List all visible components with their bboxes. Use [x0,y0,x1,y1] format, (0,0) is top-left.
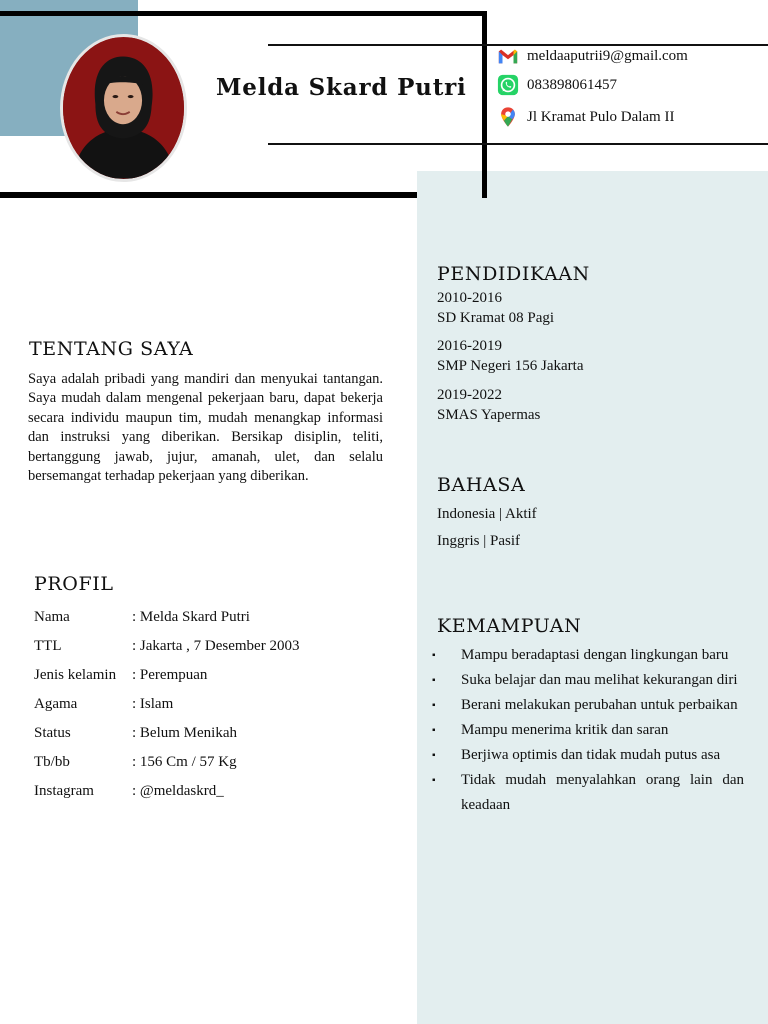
education-item [437,336,584,376]
education-years: 2019-2022 [437,387,502,403]
language-item: Indonesia | Aktif [437,506,537,522]
profile-heading: PROFIL [34,573,114,595]
skills-heading: KEMAMPUAN [437,615,582,637]
list-item [432,643,744,668]
profile-label: Status [34,725,71,741]
education-years: 2010-2016 [437,290,502,306]
education-heading: PENDIDIKAAN [437,263,590,285]
education-school: SMAS Yapermas [437,407,541,423]
phone-text: 083898061457 [527,76,617,93]
profile-row-ttl [34,632,299,661]
bullet-icon: ▪ [432,725,436,736]
list-item [432,718,744,743]
profile-row-status [34,719,299,748]
contact-email[interactable] [496,44,688,68]
address-text: Jl Kramat Pulo Dalam II [527,108,675,125]
bullet-icon: ▪ [432,650,436,661]
skills-list [432,643,744,818]
skill-text: Mampu menerima kritik dan saran [461,722,669,738]
profile-row-name [34,603,299,632]
skill-text: Tidak mudah menyalahkan orang lain dan keadaan [461,772,744,813]
education-school: SMP Negeri 156 Jakarta [437,358,584,374]
education-item [437,288,554,328]
profile-label: Nama [34,609,70,625]
whatsapp-icon [496,73,520,97]
profile-photo [60,34,187,182]
profile-value: : Jakarta , 7 Desember 2003 [132,638,300,654]
profile-label: Tb/bb [34,754,70,770]
skill-text: Suka belajar dan mau melihat kekurangan diri [461,672,738,688]
skill-text: Mampu beradaptasi dengan lingkungan baru [461,647,729,663]
profile-label: Jenis kelamin [34,667,117,683]
list-item [432,693,744,718]
profile-value: : Islam [132,696,174,712]
candidate-name: Melda Skard Putri [216,74,467,101]
map-pin-icon [496,105,520,129]
contact-phone[interactable] [496,73,617,97]
profile-value: : Perempuan [132,667,208,683]
skill-text: Berani melakukan perubahan untuk perbaikan [461,697,738,713]
contact-divider-bottom [268,143,768,145]
bullet-icon: ▪ [432,700,436,711]
list-item [432,668,744,693]
bullet-icon: ▪ [432,750,436,761]
profile-value: : 156 Cm / 57 Kg [132,754,237,770]
gmail-icon [496,44,520,68]
profile-row-height-weight [34,748,299,777]
profile-value: : @meldaskrd_ [132,783,224,799]
list-item [432,768,744,818]
profile-row-gender [34,661,299,690]
profile-table [34,603,299,806]
profile-label: Instagram [34,783,94,799]
about-text: Saya adalah pribadi yang mandiri dan menyukai tantangan. Saya mudah dalam mengenal pekerjaan baru, dapat bekerja secara individu maupun tim, mudah menangkap informasi dan instruksi yang diberikan. Bersikap disiplin, teliti, bertanggung jawab, jujur, amanah, ulet, dan selalu bersemangat terhadap pekerjaan yang diberikan. [28,371,383,485]
skill-text: Berjiwa optimis dan tidak mudah putus asa [461,747,721,763]
header-divider [0,192,417,198]
bullet-icon: ▪ [432,675,436,686]
profile-row-religion [34,690,299,719]
education-school: SD Kramat 08 Pagi [437,310,555,326]
language-item: Inggris | Pasif [437,533,520,549]
email-text: meldaaputrii9@gmail.com [527,47,688,64]
list-item [432,743,744,768]
education-years: 2016-2019 [437,338,502,354]
profile-value: : Melda Skard Putri [132,609,250,625]
contact-address[interactable] [496,105,674,129]
bullet-icon: ▪ [432,775,436,786]
education-item [437,385,540,425]
profile-label: TTL [34,638,62,654]
profile-value: : Belum Menikah [132,725,237,741]
language-heading: BAHASA [437,474,526,496]
about-heading: TENTANG SAYA [29,338,194,360]
profile-row-instagram [34,777,299,806]
profile-label: Agama [34,696,78,712]
